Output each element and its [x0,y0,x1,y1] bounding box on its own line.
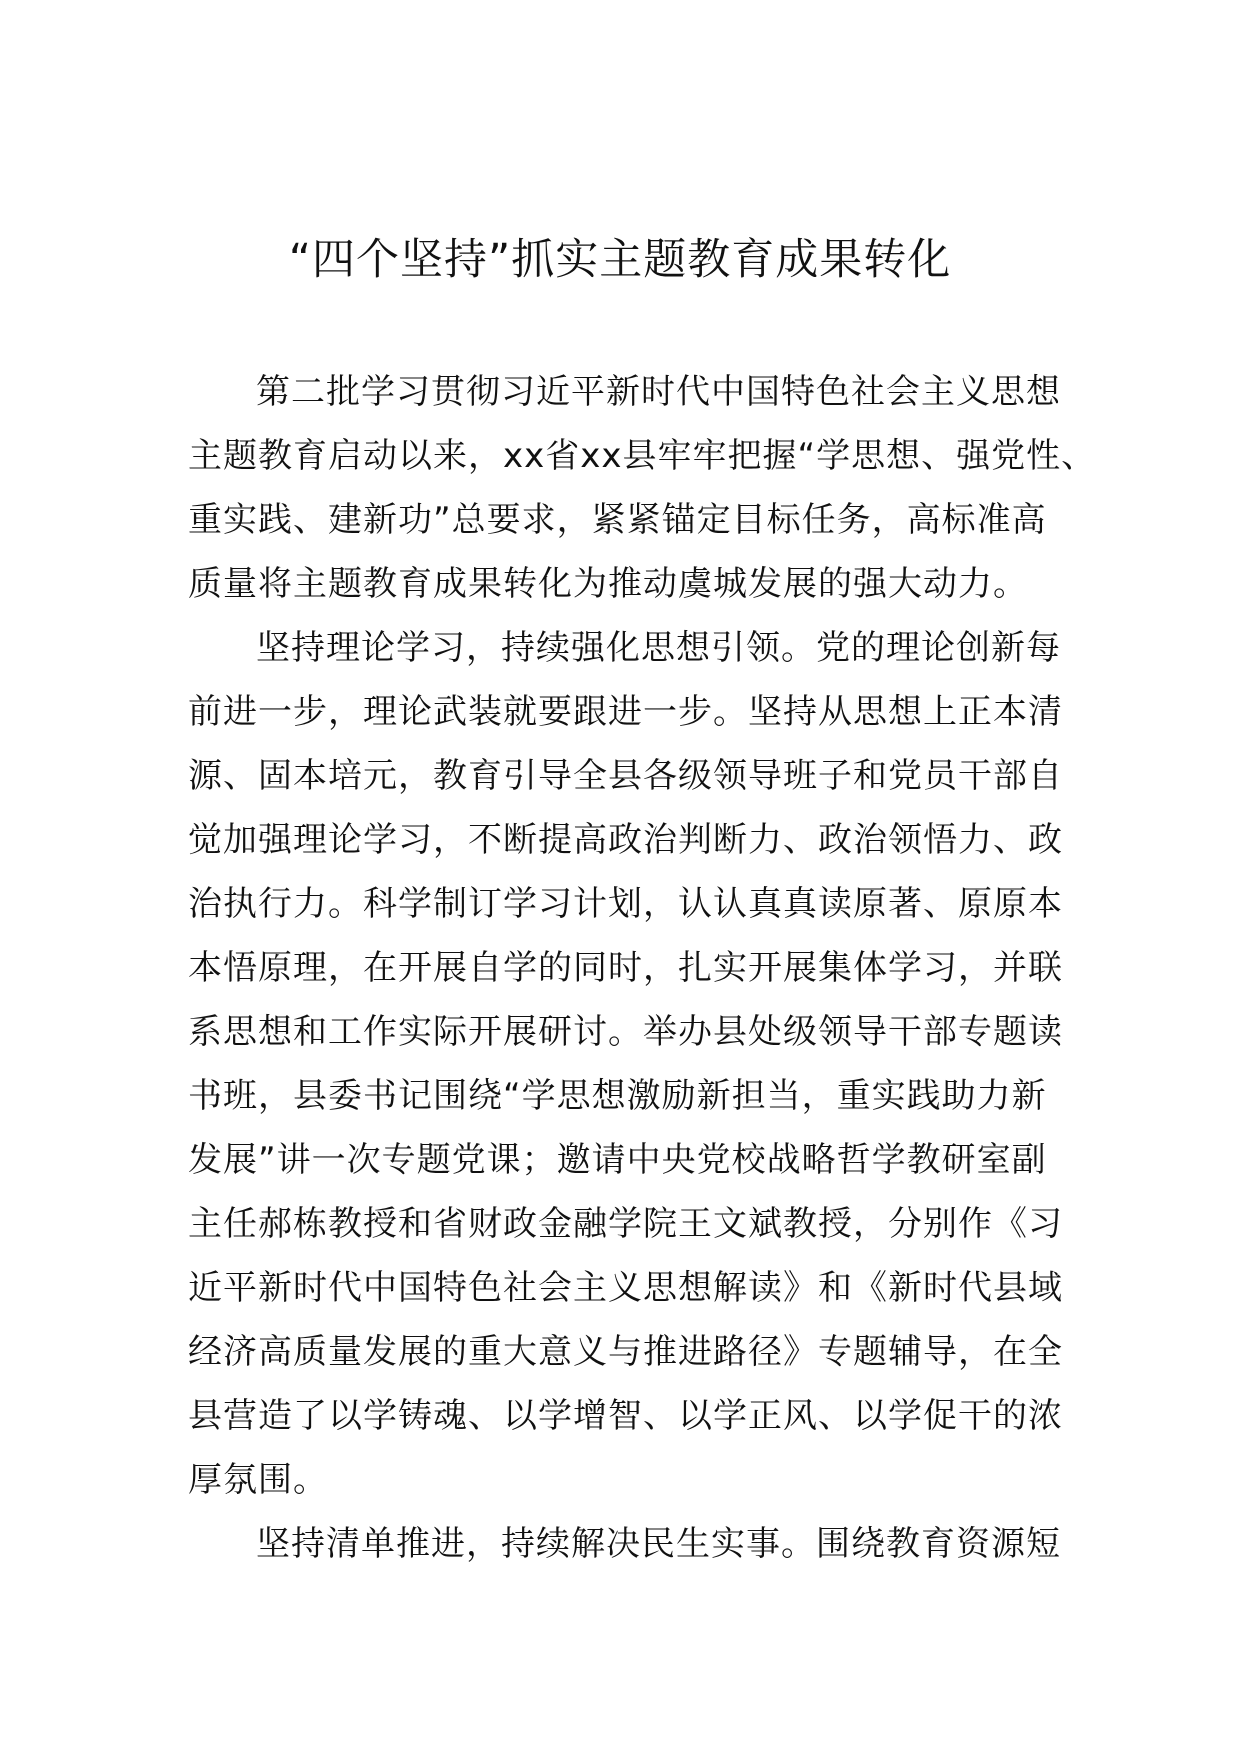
paragraph-line: 本悟原理，在开展自学的同时，扎实开展集体学习，并联 [188,948,1063,988]
paragraph-line: 觉加强理论学习，不断提高政治判断力、政治领悟力、政 [188,820,1063,860]
document-body [188,360,1097,1576]
paragraph-line: 坚持理论学习，持续强化思想引领。党的理论创新每 [256,628,1061,668]
paragraph-line: 经济高质量发展的重大意义与推进路径》专题辅导，在全 [188,1332,1063,1372]
paragraph-line: 前进一步，理论武装就要跟进一步。坚持从思想上正本清 [188,692,1063,732]
paragraph-line: 发展”讲一次专题党课；邀请中央党校战略哲学教研室副 [188,1140,1047,1180]
paragraph-line: 重实践、建新功”总要求，紧紧锚定目标任务，高标准高 [188,500,1047,540]
paragraph-line: 源、固本培元，教育引导全县各级领导班子和党员干部自 [188,756,1063,796]
document-title: “四个坚持”抓实主题教育成果转化 [288,235,952,285]
paragraph-line: 治执行力。科学制订学习计划，认认真真读原著、原原本 [188,884,1063,924]
paragraph-line: 主题教育启动以来，xx省xx县牢牢把握“学思想、强党性、 [188,436,1097,476]
paragraph-line: 质量将主题教育成果转化为推动虞城发展的强大动力。 [188,564,1028,604]
paragraph-line: 主任郝栋教授和省财政金融学院王文斌教授，分别作《习 [188,1204,1063,1244]
paragraph-line: 厚氛围。 [188,1460,328,1500]
paragraph-line: 县营造了以学铸魂、以学增智、以学正风、以学促干的浓 [188,1396,1063,1436]
paragraph-line: 系思想和工作实际开展研讨。举办县处级领导干部专题读 [188,1012,1063,1052]
paragraph-line: 书班，县委书记围绕“学思想激励新担当，重实践助力新 [188,1076,1047,1116]
paragraph-line: 近平新时代中国特色社会主义思想解读》和《新时代县域 [188,1268,1063,1308]
paragraph-line: 第二批学习贯彻习近平新时代中国特色社会主义思想 [256,372,1061,412]
paragraph-line: 坚持清单推进，持续解决民生实事。围绕教育资源短 [256,1524,1061,1564]
